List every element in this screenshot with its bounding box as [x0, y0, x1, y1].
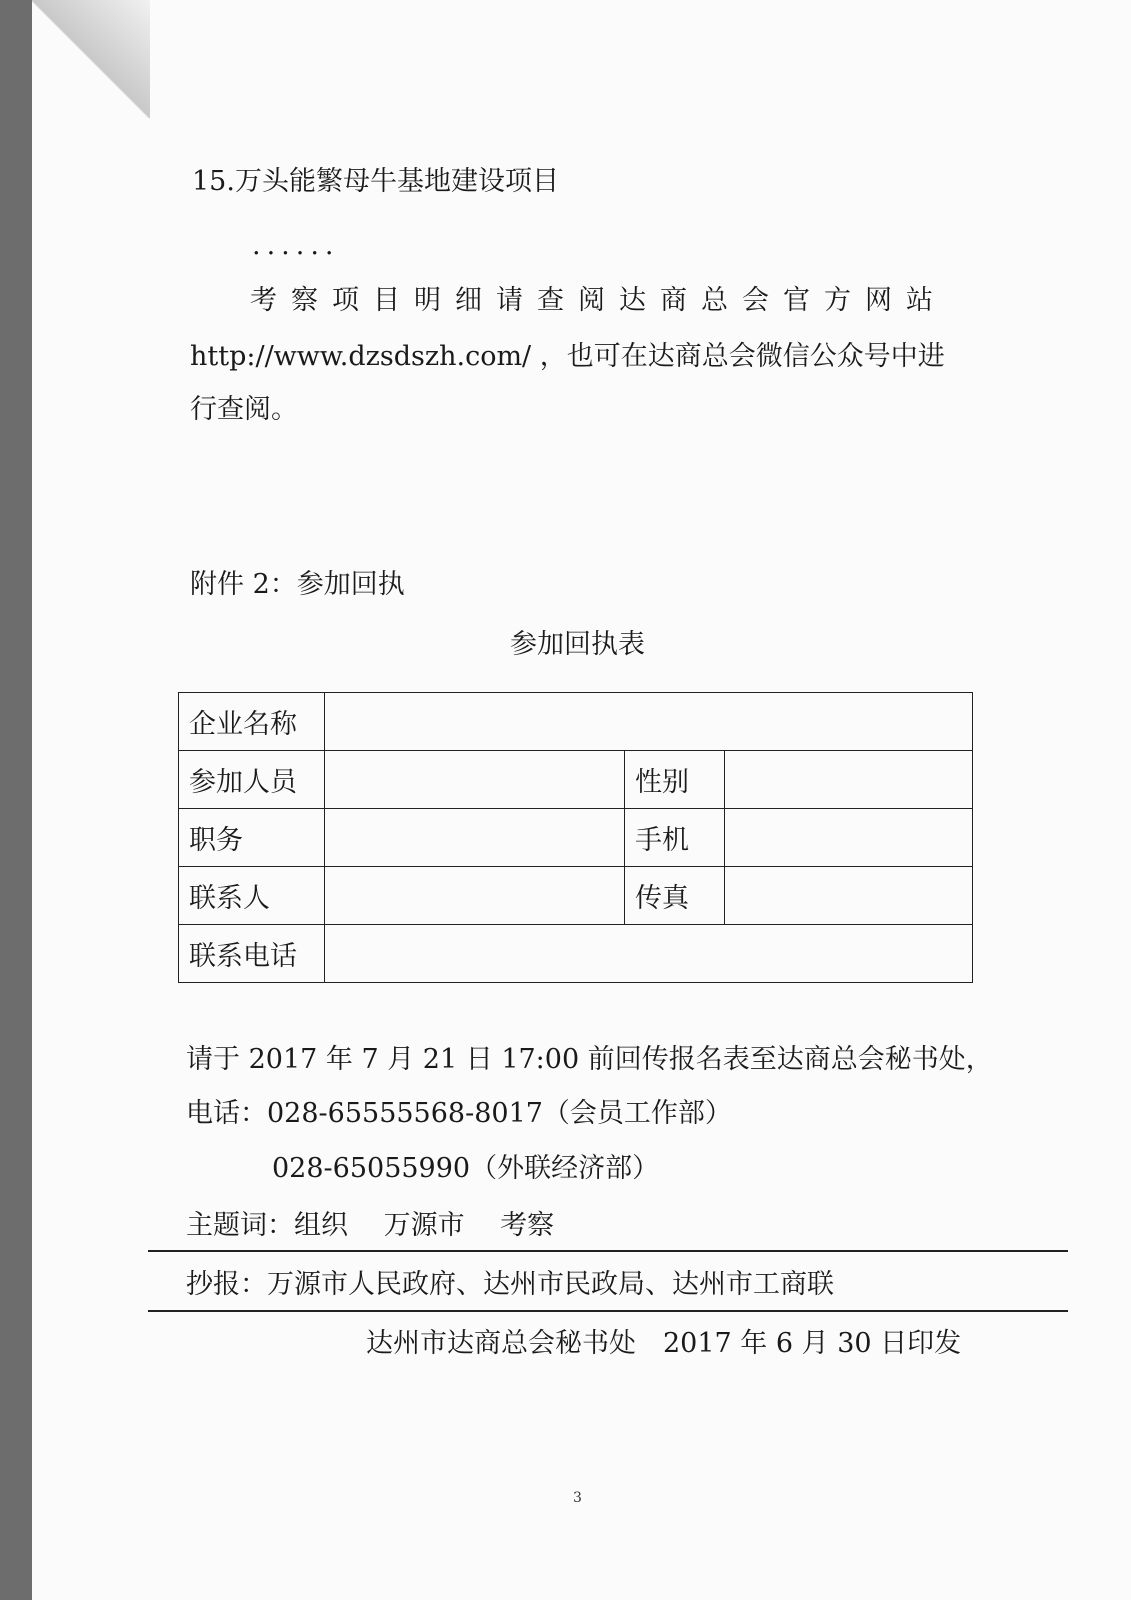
label-gender: 性别	[625, 751, 725, 809]
label-mobile: 手机	[625, 809, 725, 867]
divider-top	[148, 1250, 1068, 1252]
label-contact-phone: 联系电话	[179, 925, 325, 983]
table-title: 参加回执表	[510, 629, 645, 660]
ellipsis: ......	[252, 230, 340, 261]
field-mobile	[725, 809, 973, 867]
field-gender	[725, 751, 973, 809]
label-fax: 传真	[625, 867, 725, 925]
folded-corner	[32, 0, 150, 118]
deadline-text: 请于 2017 年 7 月 21 日 17:00 前回传报名表至达商总会秘书处，	[186, 1044, 993, 1075]
page-number: 3	[573, 1490, 582, 1506]
phone-line-2: 028-65055990（外联经济部）	[272, 1153, 660, 1184]
keywords: 主题词：组织 万源市 考察	[186, 1210, 555, 1241]
registration-form-table	[178, 692, 973, 983]
item-15: 15.万头能繁母牛基地建设项目	[192, 166, 559, 197]
label-position: 职务	[179, 809, 325, 867]
field-contact-phone	[325, 925, 973, 983]
field-fax	[725, 867, 973, 925]
cc-line: 抄报：万源市人民政府、达州市民政局、达州市工商联	[186, 1269, 834, 1300]
phone-line-1: 电话：028-65555568-8017（会员工作部）	[186, 1098, 732, 1129]
issuer-line: 达州市达商总会秘书处 2017 年 6 月 30 日印发	[366, 1328, 962, 1359]
paragraph-line-2: http://www.dzsdszh.com/ ，也可在达商总会微信公众号中进	[190, 341, 945, 372]
field-position	[325, 809, 625, 867]
paragraph-line-1: 考察项目明细请查阅达商总会官方网站	[250, 285, 947, 316]
paragraph-line-3: 行查阅。	[190, 394, 298, 425]
divider-bottom	[148, 1310, 1068, 1312]
field-company-name	[325, 693, 973, 751]
label-company-name: 企业名称	[179, 693, 325, 751]
label-contact: 联系人	[179, 867, 325, 925]
field-contact	[325, 867, 625, 925]
attachment-label: 附件 2：参加回执	[190, 569, 405, 600]
document-page	[32, 0, 1131, 1600]
field-attendees	[325, 751, 625, 809]
label-attendees: 参加人员	[179, 751, 325, 809]
